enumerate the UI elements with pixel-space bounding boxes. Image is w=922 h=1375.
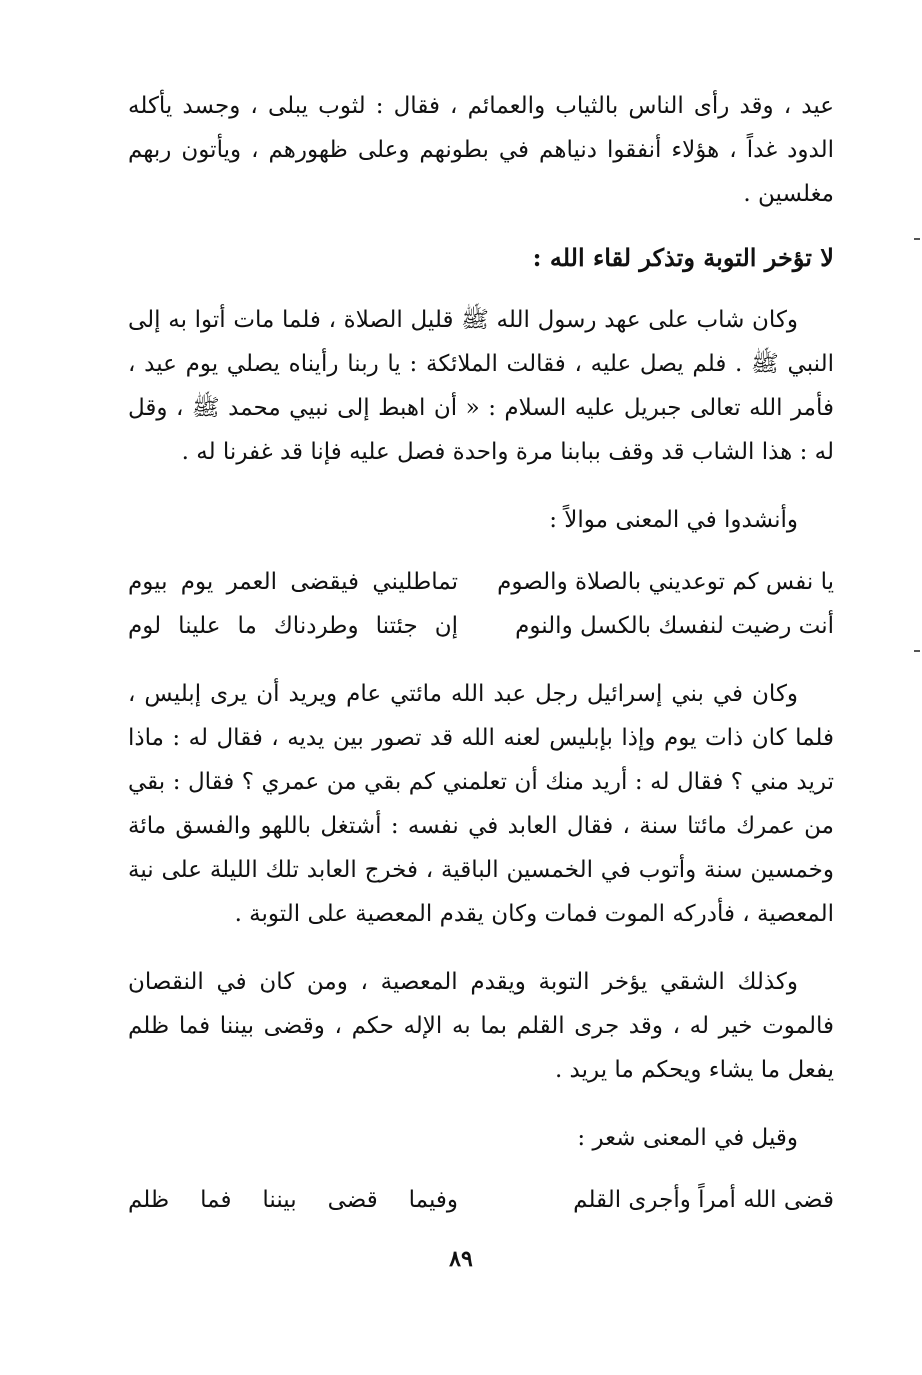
verse-second-hemistich: وفيما قضى بيننا فما ظلم [128,1187,458,1213]
paragraph-3: وأنشدوا في المعنى موالاً : [549,507,798,533]
verse-second-hemistich: تماطليني فيقضى العمر يوم بيوم [128,569,458,595]
poem-shir [128,1178,834,1222]
paragraph-2: وكان شاب على عهد رسول الله ﷺ قليل الصلاة ، فلما مات أتوا به إلى النبي ﷺ . فلم يصل عليه ، فقالت الملائكة : يا ربنا رأيناه يصلي يوم عيد ، فأمر الله تعالى جبريل عليه السلام : « أن اهبط إلى نبيي محمد ﷺ ، وقل له : هذا الشاب قد وقف ببابنا مرة واحدة فصل عليه فإنا قد غفرنا له . [128,307,834,465]
paragraph-5: وكذلك الشقي يؤخر التوبة ويقدم المعصية ، ومن كان في النقصان فالموت خير له ، وقد جرى القلم بما به الإله حكم ، وقضى بيننا فما ظلم يفعل ما يشاء ويحكم ما يريد . [128,969,834,1083]
book-page [128,84,834,1222]
verse-line [128,1178,834,1222]
verse-line [128,604,834,648]
verse-second-hemistich: إن جئتنا وطردناك ما علينا لوم [128,613,458,639]
paragraph-1: عيد ، وقد رأى الناس بالثياب والعمائم ، فقال : لثوب يبلى ، وجسد يأكله الدود غداً ، هؤلاء أنفقوا دنياهم في بطونهم وعلى ظهورهم ، ويأتون ربهم مغلسين . [128,93,834,207]
scan-edge-mark [914,238,920,240]
scan-edge-mark [914,650,920,652]
paragraph-6: وقيل في المعنى شعر : [577,1125,798,1151]
verse-line [128,560,834,604]
section-heading: لا تؤخر التوبة وتذكر لقاء الله : [532,243,834,272]
verse-first-hemistich: يا نفس كم توعديني بالصلاة والصوم [497,569,834,595]
page-number: ٨٩ [449,1246,473,1272]
verse-first-hemistich: قضى الله أمراً وأجرى القلم [573,1187,834,1213]
verse-first-hemistich: أنت رضيت لنفسك بالكسل والنوم [515,613,834,639]
paragraph-4: وكان في بني إسرائيل رجل عبد الله مائتي عام ويريد أن يرى إبليس ، فلما كان ذات يوم وإذا بإبليس لعنه الله قد تصور بين يديه ، فقال له : ماذا تريد مني ؟ فقال له : أريد منك أن تعلمني كم بقي من عمري ؟ فقال : بقي من عمرك مائتا سنة ، فقال العابد في نفسه : أشتغل باللهو والفسق مائة وخمسين سنة وأتوب في الخمسين الباقية ، فخرج العابد تلك الليلة على نية المعصية ، فأدركه الموت فمات وكان يقدم المعصية على التوبة . [128,681,834,927]
poem-mawwal [128,560,834,648]
